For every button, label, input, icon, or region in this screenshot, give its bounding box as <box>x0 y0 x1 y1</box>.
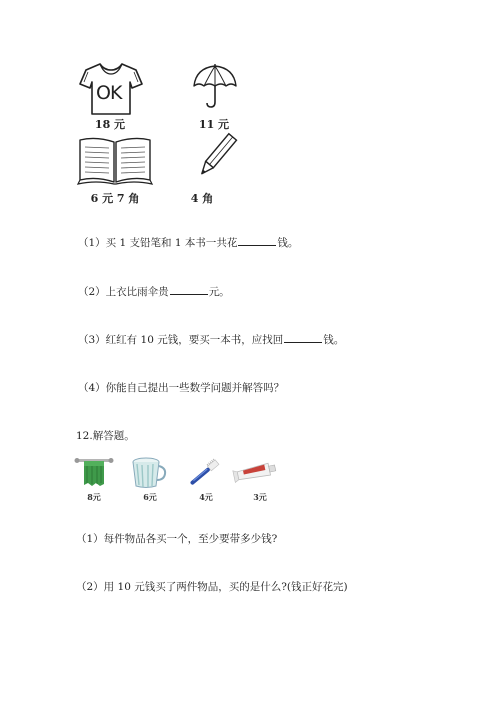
tshirt-price: 18 元 <box>94 118 126 131</box>
umbrella-image <box>190 62 240 112</box>
question-4: （4）你能自己提出一些数学问题并解答吗？ <box>78 382 285 394</box>
book-image <box>76 134 154 186</box>
section-12-title: 12.解答题。 <box>76 430 135 442</box>
question-2-text: （2）上衣比雨伞贵 <box>78 286 169 298</box>
answer-blank-1[interactable] <box>238 236 276 246</box>
section-12-question-1: （1）每件物品各买一个，至少要带多少钱? <box>76 533 278 545</box>
pencil-price: 4 角 <box>190 192 214 205</box>
question-3-text: （3）红红有 10 元钱，要买一本书，应找回 <box>78 334 284 346</box>
question-1-suffix: 钱。 <box>277 237 299 249</box>
umbrella-price: 11 元 <box>198 118 230 131</box>
question-2 <box>78 284 230 299</box>
question-3 <box>78 332 344 347</box>
cup-image <box>128 456 168 490</box>
tshirt-image <box>78 60 144 116</box>
toothbrush-image <box>186 456 222 490</box>
toothpaste-image <box>232 460 280 488</box>
question-2-suffix: 元。 <box>208 286 230 298</box>
cup-price: 6元 <box>143 492 157 502</box>
towel-price: 8元 <box>87 492 101 502</box>
answer-blank-2[interactable] <box>170 285 208 295</box>
toothpaste-price: 3元 <box>253 492 267 502</box>
question-3-suffix: 钱。 <box>323 334 345 346</box>
question-1-text: （1）买 1 支铅笔和 1 本书一共花 <box>78 237 238 249</box>
toothbrush-price: 4元 <box>199 492 213 502</box>
section-12-question-2: （2）用 10 元钱买了两件物品，买的是什么?(钱正好花完) <box>76 581 348 593</box>
pencil-image <box>195 130 241 182</box>
towel-image <box>74 456 114 490</box>
question-1 <box>78 235 298 250</box>
book-price: 6 元 7 角 <box>90 192 140 205</box>
answer-blank-3[interactable] <box>284 333 322 343</box>
tshirt-text: OK <box>96 82 122 104</box>
